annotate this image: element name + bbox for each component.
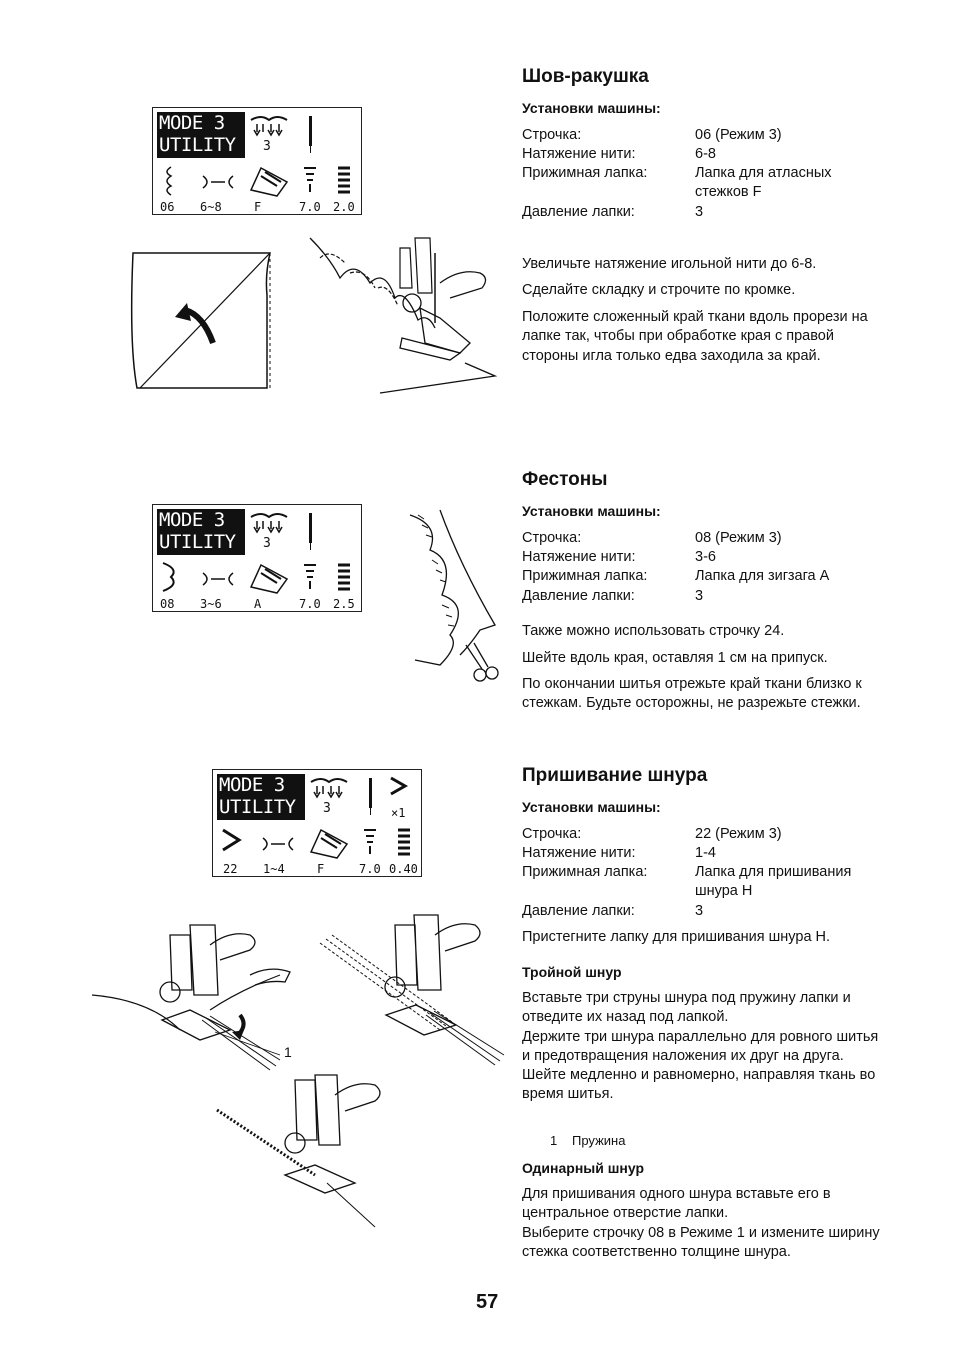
callout-spring: 1 <box>284 1044 292 1060</box>
presser-foot-icon <box>247 559 291 595</box>
settings-heading: Установки машины: <box>522 100 661 116</box>
setting-value: 22 (Режим 3) <box>695 826 782 842</box>
mode-indicator <box>157 112 245 158</box>
utility-label: UTILITY <box>159 531 236 553</box>
paragraph: Сделайте складку и строчите по кромке. <box>522 282 796 298</box>
stitch-length-icon <box>397 828 411 856</box>
setting-value: 6-8 <box>695 146 716 162</box>
lcd-value: 2.0 <box>333 200 355 214</box>
lcd-value: 3~6 <box>200 597 222 611</box>
presser-foot-icon <box>307 824 351 860</box>
section-title-scallops: Фестоны <box>522 469 608 490</box>
setting-label: Прижимная лапка: <box>522 165 648 181</box>
needle-icon <box>366 778 376 816</box>
scallop-edge-illustration <box>400 505 505 700</box>
paragraph: Шейте вдоль края, оставляя 1 см на припуск. <box>522 650 828 666</box>
settings-heading: Установки машины: <box>522 799 661 815</box>
lcd-display-cording <box>212 769 422 877</box>
setting-value: 06 (Режим 3) <box>695 127 782 143</box>
setting-label: Натяжение нити: <box>522 549 636 565</box>
stitch-length-icon <box>337 166 351 194</box>
mode-indicator <box>157 509 245 555</box>
folded-fabric-illustration <box>125 245 275 395</box>
triple-cord-heading: Тройной шнур <box>522 964 622 980</box>
shell-stitch-icon <box>161 166 179 196</box>
lcd-value: 7.0 <box>359 862 381 876</box>
note-text: Пружина <box>572 1133 626 1148</box>
triple-cord-feeding-illustration <box>90 920 300 1080</box>
needle-icon <box>306 513 316 551</box>
mode-label: MODE 3 <box>159 509 225 531</box>
lcd-display-shell <box>152 107 362 215</box>
utility-label: UTILITY <box>219 796 296 818</box>
section-title-cording: Пришивание шнура <box>522 765 708 786</box>
setting-label: Строчка: <box>522 127 582 143</box>
lcd-value: A <box>254 597 262 611</box>
settings-table <box>522 825 902 925</box>
triple-cord-text: Вставьте три струны шнура под пружину лапки и отведите их назад под лапкой. Держите три шнура параллельно для ровного шитья и предотвращения наложения их друг на друга. Шейте медленно и равномерно, направляя ткань во время шитья. <box>522 990 879 1103</box>
setting-label: Давление лапки: <box>522 903 635 919</box>
lcd-value: F <box>254 200 262 214</box>
single-cord-sewing-illustration <box>215 1075 415 1235</box>
utility-label: UTILITY <box>159 134 236 156</box>
single-cord-heading: Одинарный шнур <box>522 1160 645 1176</box>
settings-table <box>522 529 902 609</box>
lcd-value: 7.0 <box>299 597 321 611</box>
stitch-width-icon <box>303 563 317 589</box>
shell-hem-sewing-illustration <box>300 228 500 403</box>
stitch-length-icon <box>337 563 351 591</box>
setting-label: Давление лапки: <box>522 204 635 220</box>
single-cord-text: Для пришивания одного шнура вставьте его в центральное отверстие лапки. Выберите строчку 08 в Режиме 1 и измените ширину стежка соответственно толщине шнура. <box>522 1186 880 1260</box>
lcd-value: 7.0 <box>299 200 321 214</box>
mode-label: MODE 3 <box>219 774 285 796</box>
lcd-value: 0.40 <box>389 862 418 876</box>
paragraph: Также можно использовать строчку 24. <box>522 623 785 639</box>
lcd-value: 06 <box>160 200 175 214</box>
lcd-values <box>153 200 361 214</box>
setting-value: 3 <box>695 588 704 604</box>
stitch-width-icon <box>363 828 377 854</box>
thread-tension-icon <box>201 172 235 192</box>
lcd-display-scallops <box>152 504 362 612</box>
tension-number: 3 <box>263 139 271 154</box>
paragraph: Пристегните лапку для пришивания шнура H. <box>522 929 831 945</box>
paragraph: Положите сложенный край ткани вдоль прорези на лапке так, чтобы при обработке края с правой стороны игла только едва заходила за край. <box>522 309 868 364</box>
cording-stitch-icon-top <box>389 776 409 800</box>
mode-label: MODE 3 <box>159 112 225 134</box>
lcd-value: 22 <box>223 862 238 876</box>
lcd-values <box>153 597 361 611</box>
setting-label: Строчка: <box>522 826 582 842</box>
setting-value: 3 <box>695 903 704 919</box>
setting-value: Лапка для атласных стежков F <box>695 165 832 201</box>
scallop-stitch-icon <box>161 561 181 593</box>
thread-tension-icon <box>201 569 235 589</box>
settings-table <box>522 126 902 226</box>
page-number: 57 <box>476 1291 499 1313</box>
section-title-shell: Шов-ракушка <box>522 66 649 87</box>
cording-stitch-icon <box>221 828 243 854</box>
lcd-value: 08 <box>160 597 175 611</box>
thread-tension-icon <box>261 834 295 854</box>
lcd-value: 1~4 <box>263 862 285 876</box>
tension-number: 3 <box>263 536 271 551</box>
paragraph: По окончании шитья отрежьте край ткани близко к стежкам. Будьте осторожны, не разрежьте стежки. <box>522 676 862 712</box>
tension-number: 3 <box>323 801 331 816</box>
setting-label: Прижимная лапка: <box>522 864 648 880</box>
setting-value: 3-6 <box>695 549 716 565</box>
lcd-value: 2.5 <box>333 597 355 611</box>
setting-label: Натяжение нити: <box>522 146 636 162</box>
setting-value: Лапка для зигзага A <box>695 568 830 584</box>
multiplier-label: ×1 <box>391 806 406 820</box>
setting-value: 1-4 <box>695 845 716 861</box>
needle-icon <box>306 116 316 154</box>
setting-label: Прижимная лапка: <box>522 568 648 584</box>
settings-heading: Установки машины: <box>522 503 661 519</box>
setting-value: 08 (Режим 3) <box>695 530 782 546</box>
lcd-values <box>213 862 421 876</box>
mode-indicator <box>217 774 305 820</box>
note-number: 1 <box>550 1133 558 1148</box>
setting-value: Лапка для пришивания шнура H <box>695 864 852 900</box>
lcd-value: F <box>317 862 325 876</box>
setting-label: Строчка: <box>522 530 582 546</box>
presser-foot-icon <box>247 162 291 198</box>
stitch-width-icon <box>303 166 317 192</box>
setting-label: Давление лапки: <box>522 588 635 604</box>
lcd-value: 6~8 <box>200 200 222 214</box>
setting-value: 3 <box>695 204 704 220</box>
setting-label: Натяжение нити: <box>522 845 636 861</box>
triple-cord-sewing-illustration <box>310 915 510 1075</box>
paragraph: Увеличьте натяжение игольной нити до 6-8. <box>522 256 817 272</box>
